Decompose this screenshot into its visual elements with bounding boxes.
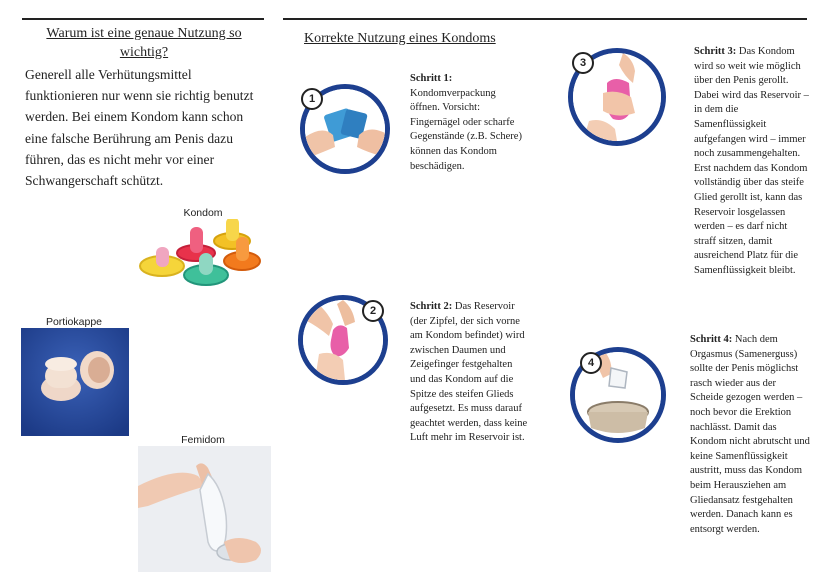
right-top-rule <box>283 18 807 20</box>
step3-body: Das Kondom wird so weit wie möglich über den Penis gerollt. Dabei wird das Reservoir – in dem die Samenflüssigkeit aufgefangen wird – immer noch zusammengehalten. Erst nachdem das Kondom vollständig über das steife Glied gerollt ist, kann das Reservoir losgelassen werden – es darf nicht straff sitzen, damit ausreichend Platz für die Samenflüssigkeit bleibt. <box>694 46 809 276</box>
step2-body: Das Reservoir (der Zipfel, der sich vorne am Kondom befindet) wird zwischen Daumen und Zeigefinger festgehalten und das Kondom auf die Spitze des steifen Glieds aufgesetzt. Es muss darauf geachtet werden, dass keine Luft mehr im Reservoir ist. <box>410 301 528 444</box>
step1-body: Kondomverpackung öffnen. Vorsicht: Fingernägel oder scharfe Gegenstände (z.B. Schere) können das Kondom beschädigen. <box>410 87 522 172</box>
step4-badge: 4 <box>580 352 602 374</box>
step4-text <box>690 333 810 537</box>
step2-badge: 2 <box>362 300 384 322</box>
step4-body: Nach dem Orgasmus (Samenerguss) sollte der Penis möglichst rasch wieder aus der Scheide gezogen werden – noch bevor die Erektion nachlässt. Damit das Kondom nicht abrutscht und keine Samenflüssigkeit austritt, muss das Kondom beim Herausziehen am Gliedansatz festgehalten werden. Danach kann es entsorgt werden. <box>690 334 810 535</box>
step3-badge: 3 <box>572 52 594 74</box>
portiokappe-photo <box>21 328 129 436</box>
left-top-rule <box>22 18 264 20</box>
caption-kondom: Kondom <box>183 207 223 219</box>
caption-portiokappe: Portiokappe <box>45 316 103 328</box>
step1-badge: 1 <box>301 88 323 110</box>
step4-title: Schritt 4: <box>690 334 733 345</box>
step2-title: Schritt 2: <box>410 301 453 312</box>
step3-title: Schritt 3: <box>694 46 737 57</box>
step1-text <box>410 72 528 174</box>
intro-text: Generell alle Verhütungsmittel funktionieren nur wenn sie richtig benutzt werden. Bei einem Kondom kann schon eine falsche Berührung am Penis dazu führen, das es nicht mehr vor einer Schwangerschaft schützt. <box>25 67 254 189</box>
step2-text <box>410 300 528 446</box>
step3-text <box>694 45 810 279</box>
caption-femidom: Femidom <box>181 434 225 446</box>
left-heading: Warum ist eine genaue Nutzung so wichtig? <box>46 26 242 60</box>
femidom-photo <box>138 446 271 572</box>
main-heading: Korrekte Nutzung eines Kondoms <box>304 31 496 46</box>
step1-title: Schritt 1: <box>410 73 453 84</box>
kondom-photo <box>128 219 270 295</box>
